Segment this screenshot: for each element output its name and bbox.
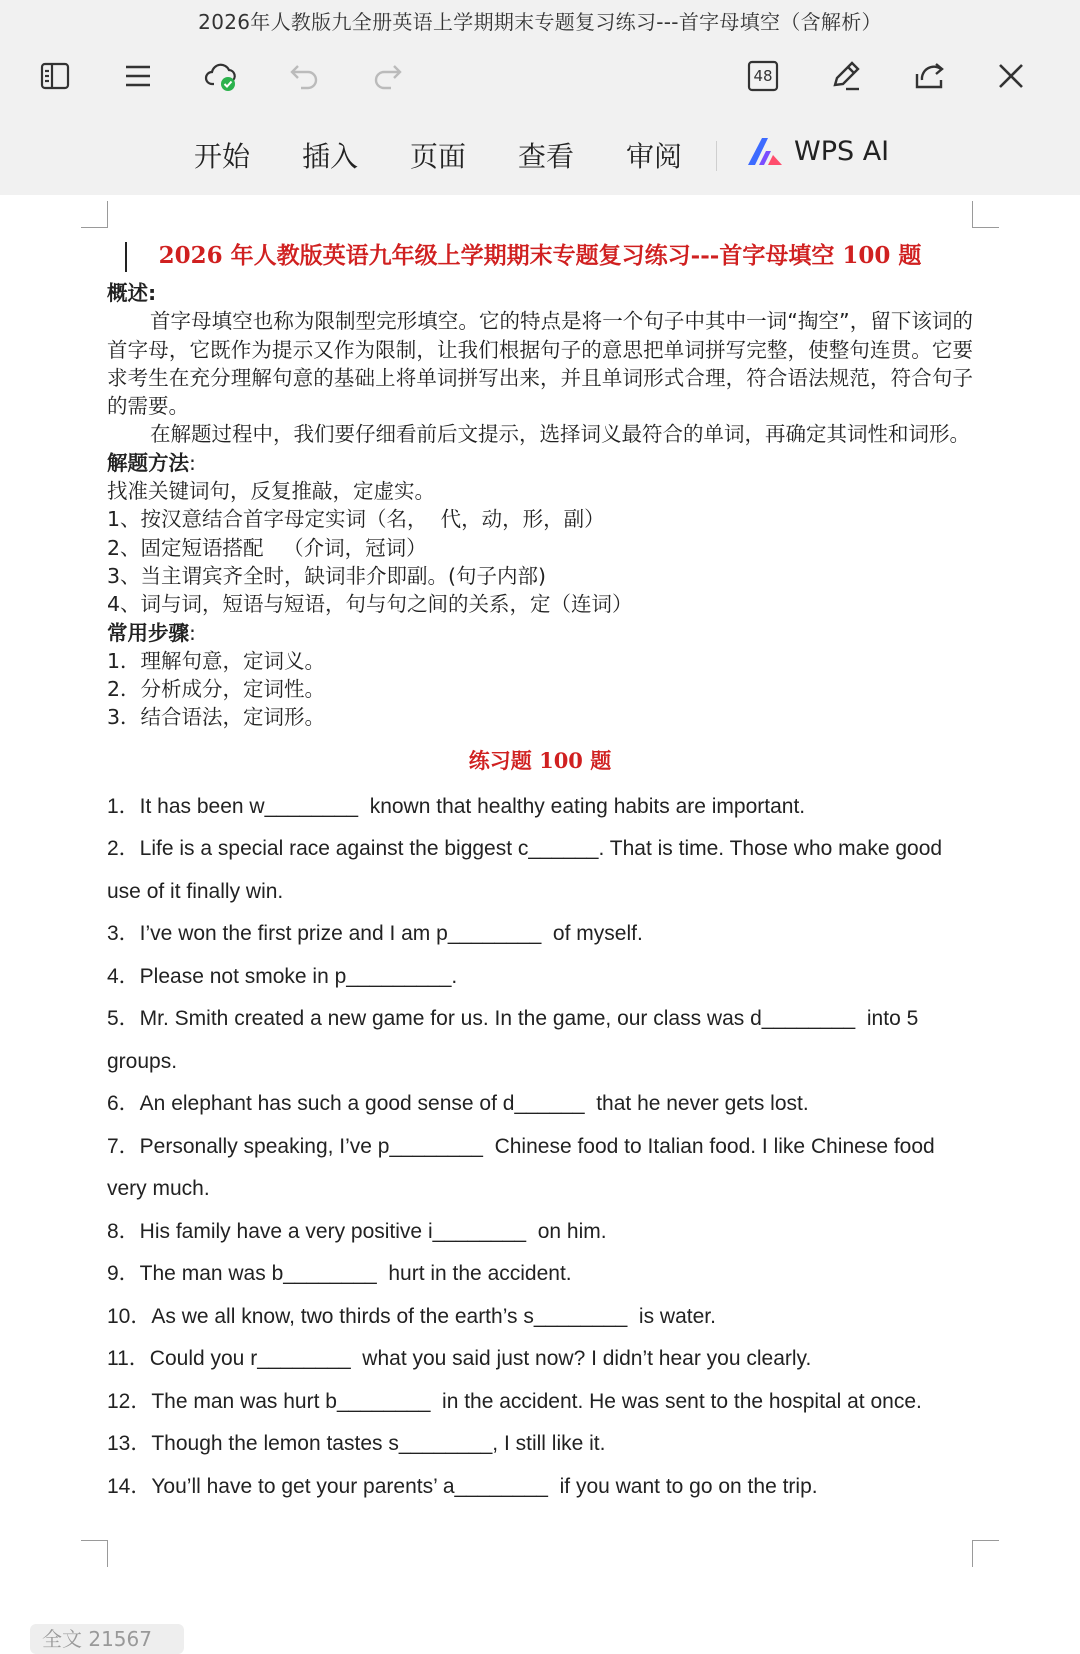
step-line: 1．理解句意，定词义。 xyxy=(107,648,326,673)
top-toolbar xyxy=(0,0,1080,195)
question-item xyxy=(107,998,973,1083)
page-corner-mark xyxy=(972,201,999,228)
method-heading xyxy=(107,449,973,477)
question-item xyxy=(107,828,973,913)
document-heading-text: 2026 年人教版英语九年级上学期期末专题复习练习---首字母填空 100 题 xyxy=(158,242,922,269)
sidebar-icon xyxy=(37,58,73,94)
tab-view[interactable]: 查看 xyxy=(518,140,575,173)
close-button[interactable] xyxy=(985,50,1037,102)
undo-button[interactable] xyxy=(279,50,331,102)
redo-icon xyxy=(369,58,405,94)
close-icon xyxy=(993,58,1029,94)
question-text: 13．Though the lemon tastes s________, I still like it. xyxy=(107,1432,606,1456)
method-heading-text: 解题方法 xyxy=(107,450,189,475)
menu-icon xyxy=(120,58,156,94)
method-line: 找准关键词句，反复推敲，定虚实。 xyxy=(107,479,435,504)
redo-button[interactable] xyxy=(361,50,413,102)
wps-ai-button[interactable] xyxy=(746,135,889,167)
cloud-check-icon xyxy=(204,58,240,94)
tab-page[interactable]: 页面 xyxy=(410,140,467,173)
page-count-badge: 48 xyxy=(753,67,773,85)
question-text: 5．Mr. Smith created a new game for us. In the game, our class was d________ into 5 groups. xyxy=(107,1007,925,1073)
share-icon xyxy=(911,58,947,94)
question-text: 1．It has been w________ known that healthy eating habits are important. xyxy=(107,794,806,818)
method-line: 1、按汉意结合首字母定实词（名， 代，动，形，副） xyxy=(107,507,605,532)
question-text: 11．Could you r________ what you said just now? I didn’t hear you clearly. xyxy=(107,1347,812,1371)
cloud-sync-button[interactable] xyxy=(196,50,248,102)
question-item xyxy=(107,956,973,999)
overview-heading: 概述: xyxy=(107,281,157,305)
question-item xyxy=(107,1126,973,1211)
question-item xyxy=(107,1338,973,1381)
question-list xyxy=(107,786,973,1509)
steps-heading-colon: : xyxy=(189,620,196,645)
ribbon-tabs xyxy=(0,135,1080,179)
overview-paragraph-2: 在解题过程中，我们要仔细看前后文提示，选择词义最符合的单词，再确定其词性和词形。 xyxy=(150,422,970,447)
document-heading xyxy=(107,236,973,276)
question-item xyxy=(107,786,973,829)
question-text: 6．An elephant has such a good sense of d______ that he never gets lost. xyxy=(107,1092,809,1116)
method-heading-colon: : xyxy=(189,450,196,475)
step-line: 3．结合语法，定词形。 xyxy=(107,705,326,730)
question-text: 3．I’ve won the first prize and I am p________ of myself. xyxy=(107,922,643,946)
question-text: 2．Life is a special race against the biggest c______. That is time. Those who make good use of it finally win. xyxy=(107,837,948,903)
tab-home[interactable]: 开始 xyxy=(194,140,251,173)
question-item xyxy=(107,1296,973,1339)
question-text: 8．His family have a very positive i________ on him. xyxy=(107,1219,607,1243)
question-text: 12．The man was hurt b________ in the accident. He was sent to the hospital at once. xyxy=(107,1389,922,1413)
text-cursor xyxy=(125,242,127,272)
menu-button[interactable] xyxy=(112,50,164,102)
undo-icon xyxy=(287,58,323,94)
edit-button[interactable] xyxy=(820,50,872,102)
question-item xyxy=(107,913,973,956)
pen-icon xyxy=(828,58,864,94)
question-item xyxy=(107,1083,973,1126)
sidebar-toggle-button[interactable] xyxy=(29,50,81,102)
question-item xyxy=(107,1253,973,1296)
question-item xyxy=(107,1211,973,1254)
word-count-badge[interactable]: 全文 21567 xyxy=(30,1624,184,1654)
method-line: 2、固定短语搭配 （介词，冠词） xyxy=(107,535,427,560)
wps-ai-label: WPS AI xyxy=(794,135,890,167)
question-text: 7．Personally speaking, I’ve p________ Chinese food to Italian food. I like Chinese food very much. xyxy=(107,1134,941,1201)
step-line: 2．分析成分，定词性。 xyxy=(107,677,326,702)
tab-insert[interactable]: 插入 xyxy=(302,140,359,173)
share-button[interactable] xyxy=(903,50,955,102)
page-count-button[interactable] xyxy=(737,50,789,102)
question-item xyxy=(107,1423,973,1466)
wps-ai-logo-icon xyxy=(746,135,784,167)
page-corner-mark xyxy=(81,1540,108,1567)
document-page[interactable] xyxy=(107,236,973,1508)
tab-review[interactable]: 审阅 xyxy=(626,140,683,173)
question-text: 4．Please not smoke in p_________. xyxy=(107,964,458,988)
question-item xyxy=(107,1466,973,1509)
method-line: 3、当主谓宾齐全时，缺词非介即副。(句子内部) xyxy=(107,563,547,588)
method-line: 4、词与词，短语与短语，句与句之间的关系，定（连词） xyxy=(107,592,633,617)
steps-heading xyxy=(107,619,973,647)
document-title-bar: 2026年人教版九全册英语上学期期末专题复习练习---首字母填空（含解析） xyxy=(198,10,882,34)
question-text: 10．As we all know, two thirds of the earth’s s________ is water. xyxy=(107,1304,716,1328)
question-text: 9．The man was b________ hurt in the accident. xyxy=(107,1262,572,1286)
steps-heading-text: 常用步骤 xyxy=(107,620,189,645)
question-item xyxy=(107,1381,973,1424)
tab-divider xyxy=(716,141,717,171)
exercise-heading: 练习题 100 题 xyxy=(468,747,612,773)
page-corner-mark xyxy=(81,201,108,228)
overview-paragraph-1: 首字母填空也称为限制型完形填空。它的特点是将一个句子中其中一词“掏空”，留下该词的首字母，它既作为提示又作为限制，让我们根据句子的意思把单词拼写完整，使整句连贯。它要求考生在充分理解句意的基础上将单词拼写出来，并且单词形式合理，符合语法规范，符合句子的需要。 xyxy=(107,309,973,419)
page-corner-mark xyxy=(972,1540,999,1567)
question-text: 14．You’ll have to get your parents’ a________ if you want to go on the trip. xyxy=(107,1474,818,1498)
